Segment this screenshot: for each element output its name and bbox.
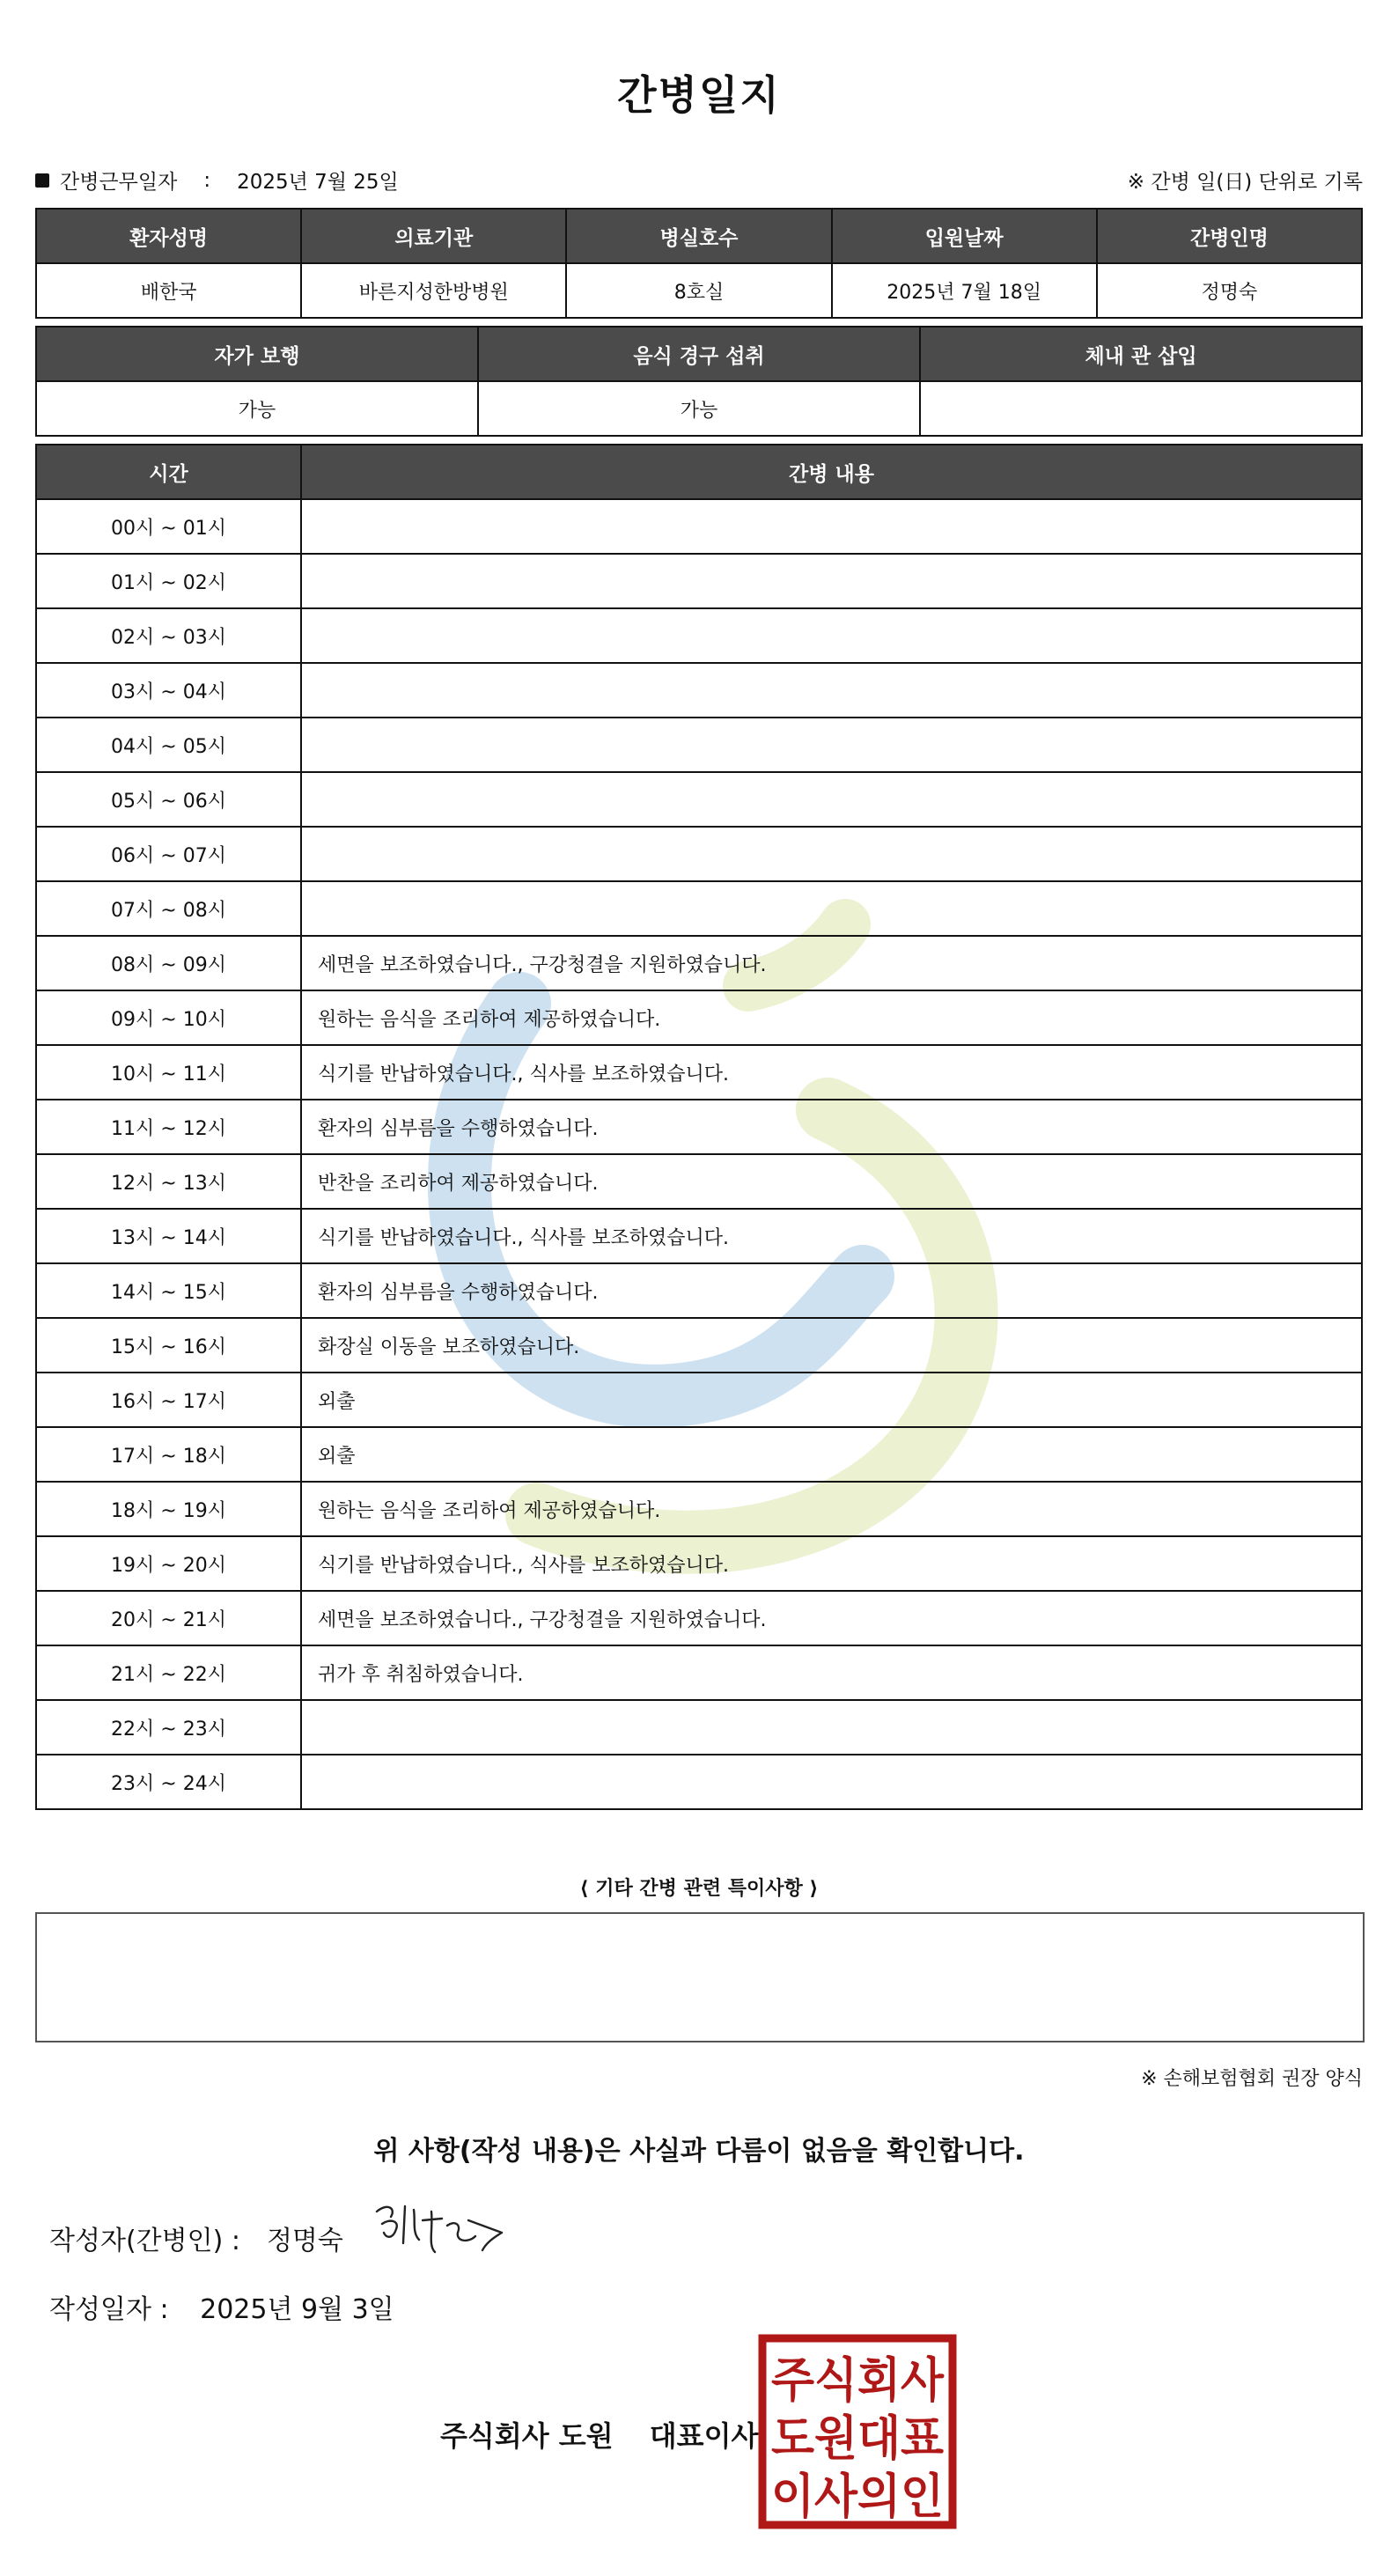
oral-intake-value: 가능 — [478, 381, 920, 436]
time-slot-cell: 00시 ~ 01시 — [36, 499, 301, 554]
table-row — [36, 608, 1362, 663]
header-patient-name: 환자성명 — [36, 209, 301, 263]
writer-name: 정명숙 — [266, 2226, 343, 2256]
header-caregiver-name: 간병인명 — [1097, 209, 1362, 263]
table-row — [36, 1755, 1362, 1809]
time-slot-cell: 04시 ~ 05시 — [36, 718, 301, 772]
table-row — [36, 990, 1362, 1045]
care-content-cell — [301, 718, 1362, 772]
time-slot-cell: 06시 ~ 07시 — [36, 827, 301, 881]
document-title: 간병일지 — [617, 71, 781, 119]
notes-title: ⟨ 기타 간병 관련 특이사항 ⟩ — [579, 1878, 819, 1900]
written-date-line — [49, 2287, 394, 2326]
table-row — [36, 1427, 1362, 1482]
written-date-label: 작성일자 : — [49, 2294, 169, 2325]
header-tube-insertion: 체내 관 삽입 — [920, 327, 1362, 381]
care-content-cell: 식기를 반납하였습니다., 식사를 보조하였습니다. — [301, 1045, 1362, 1100]
care-content-cell: 환자의 심부름을 수행하였습니다. — [301, 1100, 1362, 1154]
notes-box — [35, 1912, 1365, 2042]
care-content-cell: 세면을 보조하였습니다., 구강청결을 지원하였습니다. — [301, 1591, 1362, 1645]
unit-note: ※ 간병 일(日) 단위로 기록 — [1127, 171, 1363, 194]
hourly-care-log-table — [35, 444, 1363, 1810]
time-slot-cell: 18시 ~ 19시 — [36, 1482, 301, 1536]
tube-insertion-value — [920, 381, 1362, 436]
time-slot-cell: 07시 ~ 08시 — [36, 881, 301, 936]
seal-line-2: 도원대표 — [771, 2410, 944, 2466]
time-slot-cell: 23시 ~ 24시 — [36, 1755, 301, 1809]
care-content-cell: 식기를 반납하였습니다., 식사를 보조하였습니다. — [301, 1209, 1362, 1263]
ceo-title: 대표이사 — [649, 2419, 759, 2453]
table-row — [36, 1209, 1362, 1263]
care-content-cell — [301, 554, 1362, 608]
header-time: 시간 — [36, 445, 301, 499]
time-slot-cell: 19시 ~ 20시 — [36, 1536, 301, 1591]
work-date-line — [35, 166, 399, 195]
header-oral-intake: 음식 경구 섭취 — [478, 327, 920, 381]
patient-info-table — [35, 208, 1363, 319]
care-content-cell — [301, 881, 1362, 936]
table-row — [36, 1263, 1362, 1318]
table-row — [36, 718, 1362, 772]
time-slot-cell: 01시 ~ 02시 — [36, 554, 301, 608]
care-content-cell: 화장실 이동을 보조하였습니다. — [301, 1318, 1362, 1373]
care-content-cell — [301, 827, 1362, 881]
table-row — [36, 1154, 1362, 1209]
room-number: 8호실 — [566, 263, 831, 318]
care-content-cell — [301, 1700, 1362, 1755]
table-row — [36, 1100, 1362, 1154]
care-content-cell: 귀가 후 취침하였습니다. — [301, 1645, 1362, 1700]
table-row — [36, 772, 1362, 827]
company-line — [440, 2414, 758, 2455]
time-slot-cell: 11시 ~ 12시 — [36, 1100, 301, 1154]
time-slot-cell: 21시 ~ 22시 — [36, 1645, 301, 1700]
time-slot-cell: 22시 ~ 23시 — [36, 1700, 301, 1755]
time-slot-cell: 17시 ~ 18시 — [36, 1427, 301, 1482]
form-footnote: ※ 손해보험협회 권장 양식 — [1141, 2068, 1363, 2090]
time-slot-cell: 08시 ~ 09시 — [36, 936, 301, 990]
time-slot-cell: 14시 ~ 15시 — [36, 1263, 301, 1318]
time-slot-cell: 02시 ~ 03시 — [36, 608, 301, 663]
care-content-cell — [301, 772, 1362, 827]
company-seal — [757, 2333, 958, 2530]
work-date-label: 간병근무일자 — [60, 171, 178, 194]
time-slot-cell: 15시 ~ 16시 — [36, 1318, 301, 1373]
care-content-cell: 반찬을 조리하여 제공하였습니다. — [301, 1154, 1362, 1209]
header-self-walking: 자가 보행 — [36, 327, 478, 381]
time-slot-cell: 16시 ~ 17시 — [36, 1373, 301, 1427]
work-date-colon: : — [203, 168, 211, 192]
table-row — [36, 1645, 1362, 1700]
table-row — [36, 663, 1362, 718]
header-admission-date: 입원날짜 — [832, 209, 1097, 263]
patient-name: 배한국 — [36, 263, 301, 318]
care-content-cell: 원하는 음식을 조리하여 제공하였습니다. — [301, 990, 1362, 1045]
hospital-name: 바른지성한방병원 — [301, 263, 566, 318]
table-row — [36, 499, 1362, 554]
company-name: 주식회사 도원 — [440, 2419, 614, 2453]
caregiver-name: 정명숙 — [1097, 263, 1362, 318]
care-content-cell — [301, 1755, 1362, 1809]
care-content-cell: 환자의 심부름을 수행하였습니다. — [301, 1263, 1362, 1318]
patient-status-table — [35, 326, 1363, 437]
header-hospital: 의료기관 — [301, 209, 566, 263]
table-row — [36, 827, 1362, 881]
square-bullet-icon — [35, 173, 49, 188]
seal-line-1: 주식회사 — [771, 2352, 945, 2408]
time-slot-cell: 09시 ~ 10시 — [36, 990, 301, 1045]
table-row — [36, 936, 1362, 990]
care-content-cell: 외출 — [301, 1427, 1362, 1482]
writer-line — [49, 2219, 343, 2257]
self-walking-value: 가능 — [36, 381, 478, 436]
table-row — [36, 881, 1362, 936]
care-content-cell: 세면을 보조하였습니다., 구강청결을 지원하였습니다. — [301, 936, 1362, 990]
table-row — [36, 1045, 1362, 1100]
work-date-value: 2025년 7월 25일 — [237, 171, 399, 194]
table-row — [36, 1482, 1362, 1536]
care-content-cell — [301, 663, 1362, 718]
time-slot-cell: 13시 ~ 14시 — [36, 1209, 301, 1263]
seal-line-3: 이사의인 — [771, 2469, 944, 2524]
care-content-cell — [301, 499, 1362, 554]
table-row — [36, 554, 1362, 608]
care-content-cell — [301, 608, 1362, 663]
time-slot-cell: 12시 ~ 13시 — [36, 1154, 301, 1209]
handwritten-signature — [370, 2194, 511, 2264]
time-slot-cell: 20시 ~ 21시 — [36, 1591, 301, 1645]
time-slot-cell: 03시 ~ 04시 — [36, 663, 301, 718]
table-row — [36, 1591, 1362, 1645]
table-row — [36, 1318, 1362, 1373]
header-care-content: 간병 내용 — [301, 445, 1362, 499]
care-content-cell: 식기를 반납하였습니다., 식사를 보조하였습니다. — [301, 1536, 1362, 1591]
care-content-cell: 원하는 음식을 조리하여 제공하였습니다. — [301, 1482, 1362, 1536]
confirmation-statement: 위 사항(작성 내용)은 사실과 다름이 없음을 확인합니다. — [373, 2136, 1025, 2167]
time-slot-cell: 05시 ~ 06시 — [36, 772, 301, 827]
admission-date: 2025년 7월 18일 — [832, 263, 1097, 318]
care-content-cell: 외출 — [301, 1373, 1362, 1427]
header-room: 병실호수 — [566, 209, 831, 263]
time-slot-cell: 10시 ~ 11시 — [36, 1045, 301, 1100]
writer-label: 작성자(간병인) : — [49, 2226, 240, 2256]
table-row — [36, 1700, 1362, 1755]
written-date-value: 2025년 9월 3일 — [200, 2294, 394, 2325]
table-row — [36, 1373, 1362, 1427]
table-row — [36, 1536, 1362, 1591]
